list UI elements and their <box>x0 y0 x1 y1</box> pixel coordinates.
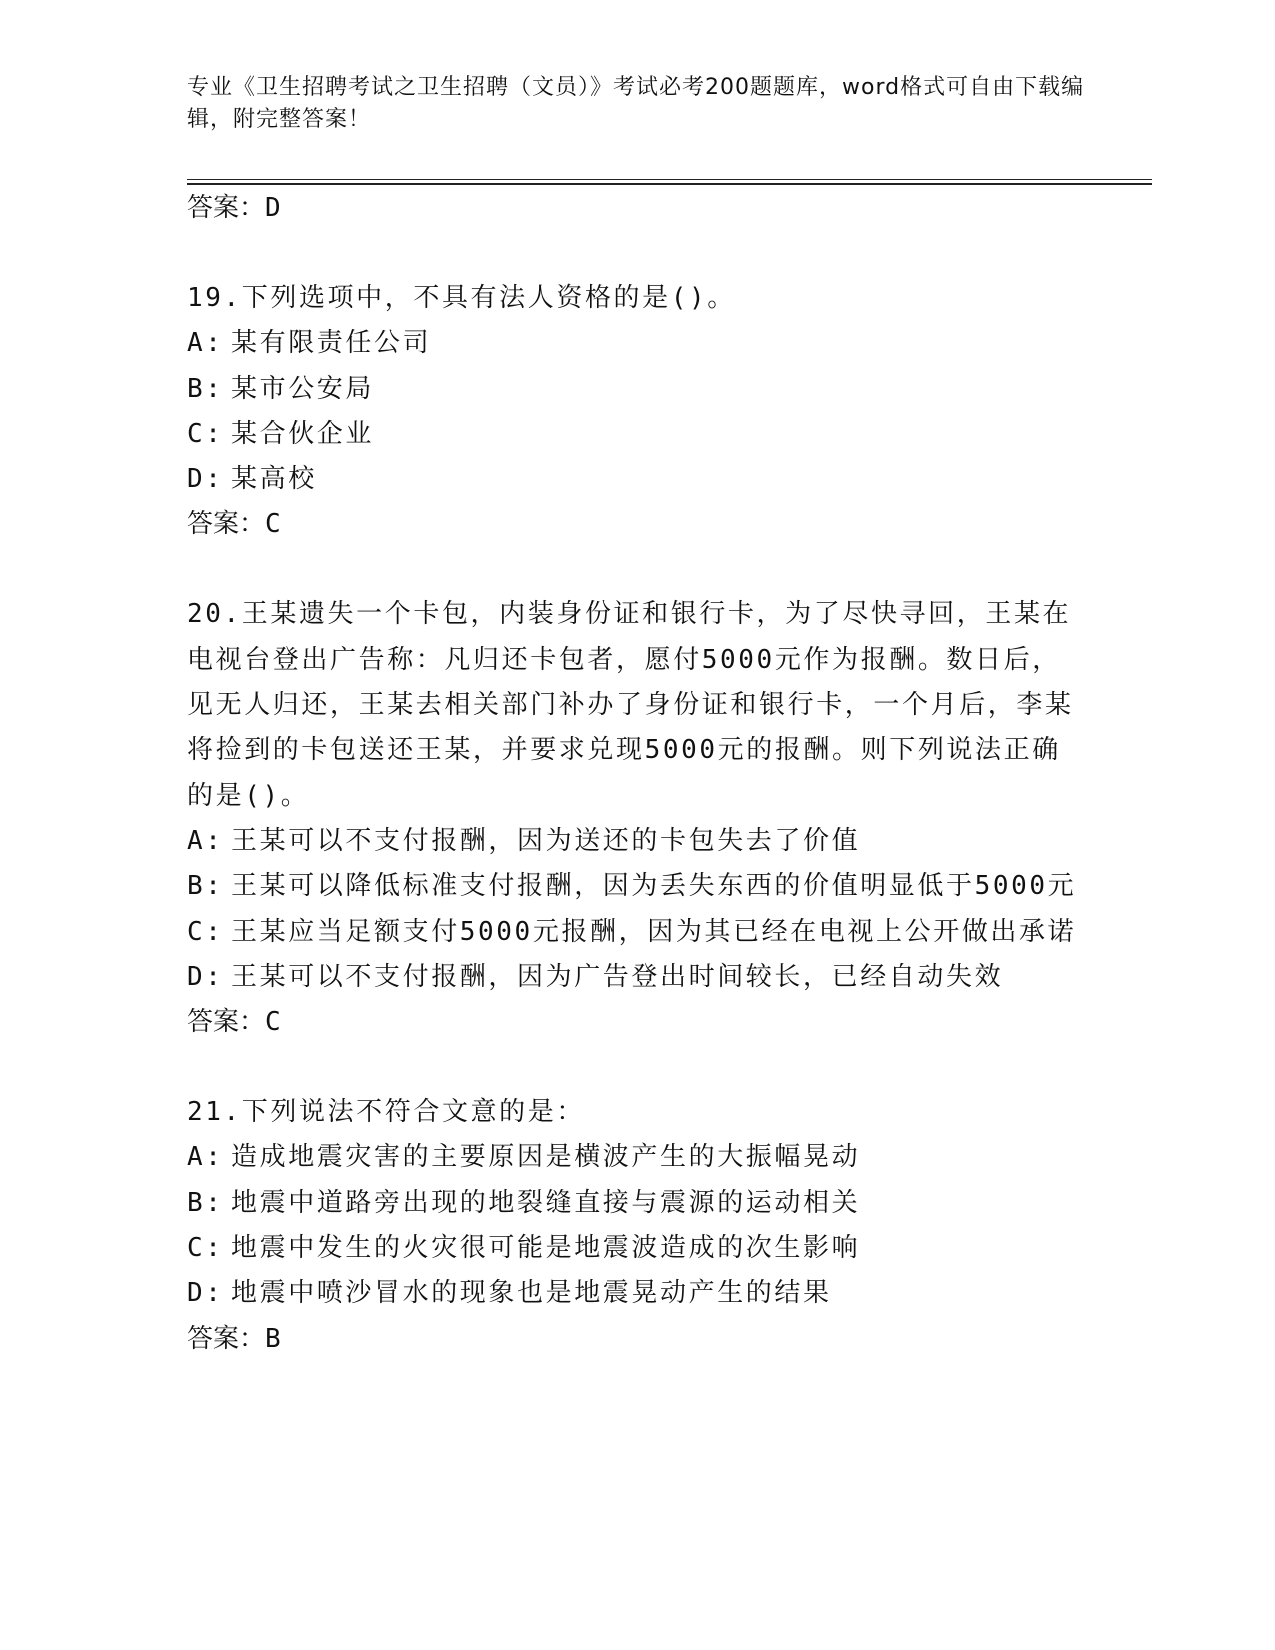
option-text: 造成地震灾害的主要原因是横波产生的大振幅晃动 <box>231 1142 861 1173</box>
option-label: A: <box>187 1142 224 1173</box>
option-label: D: <box>187 961 224 992</box>
header-rule-thick <box>187 183 1152 185</box>
option-label: D: <box>187 1278 224 1309</box>
answer-value: C <box>265 509 281 540</box>
answer-value: D <box>265 193 281 223</box>
option-c <box>187 1226 1087 1271</box>
option-label: A: <box>187 328 224 359</box>
question-21 <box>187 1090 1087 1360</box>
option-text: 某合伙企业 <box>231 418 375 449</box>
option-label: C: <box>187 1233 224 1264</box>
answer-label: 答案： <box>187 1007 266 1038</box>
option-text: 地震中发生的火灾很可能是地震波造成的次生影响 <box>231 1233 861 1264</box>
answer-label: 答案： <box>187 193 266 223</box>
question-text: 19.下列选项中，不具有法人资格的是()。 <box>187 283 736 313</box>
option-d <box>187 955 1087 1000</box>
option-label: C: <box>187 916 224 947</box>
answer-label: 答案： <box>187 509 266 540</box>
question-19 <box>187 276 1087 546</box>
option-text: 地震中道路旁出现的地裂缝直接与震源的运动相关 <box>231 1187 861 1218</box>
option-label: B: <box>187 373 224 404</box>
option-text: 某市公安局 <box>231 373 375 404</box>
answer-line <box>187 1000 1087 1044</box>
document-header: 专业《卫生招聘考试之卫生招聘（文员）》考试必考200题题库，word格式可自由下载编辑，附完整答案！ <box>187 75 1085 132</box>
option-a <box>187 1135 1087 1180</box>
option-a <box>187 819 1087 864</box>
option-text: 地震中喷沙冒水的现象也是地震晃动产生的结果 <box>231 1278 832 1309</box>
header-rule-thin <box>187 179 1152 180</box>
option-b <box>187 864 1087 909</box>
option-text: 王某可以降低标准支付报酬，因为丢失东西的价值明显低于5000元 <box>231 871 1077 902</box>
answer-line-prev <box>187 186 1087 230</box>
document-body <box>187 186 1087 1361</box>
option-text: 王某可以不支付报酬，因为送还的卡包失去了价值 <box>231 825 861 856</box>
option-text: 王某应当足额支付5000元报酬，因为其已经在电视上公开做出承诺 <box>231 916 1077 947</box>
answer-label: 答案： <box>187 1323 266 1354</box>
option-label: D: <box>187 464 224 495</box>
answer-line <box>187 502 1087 546</box>
option-b <box>187 1181 1087 1226</box>
option-d <box>187 1271 1087 1316</box>
option-label: C: <box>187 418 224 449</box>
question-20 <box>187 592 1087 1044</box>
option-label: B: <box>187 1187 224 1218</box>
answer-value: B <box>265 1323 281 1354</box>
option-label: A: <box>187 825 224 856</box>
option-a <box>187 321 1087 366</box>
answer-value: C <box>265 1007 281 1038</box>
option-c <box>187 412 1087 457</box>
option-b <box>187 367 1087 412</box>
option-text: 王某可以不支付报酬，因为广告登出时间较长，已经自动失效 <box>231 961 1004 992</box>
option-d <box>187 457 1087 502</box>
option-label: B: <box>187 871 224 902</box>
answer-line <box>187 1317 1087 1361</box>
question-text: 20.王某遗失一个卡包，内装身份证和银行卡，为了尽快寻回，王某在电视台登出广告称：凡归还卡包者，愿付5000元作为报酬。数日后，见无人归还，王某去相关部门补办了身份证和银行卡，一个月后，李某将捡到的卡包送还王某，并要求兑现5000元的报酬。则下列说法正确的是()。 <box>187 599 1074 811</box>
option-text: 某有限责任公司 <box>231 328 432 359</box>
option-text: 某高校 <box>231 464 317 495</box>
option-c <box>187 910 1087 955</box>
question-text: 21.下列说法不符合文意的是： <box>187 1097 585 1128</box>
